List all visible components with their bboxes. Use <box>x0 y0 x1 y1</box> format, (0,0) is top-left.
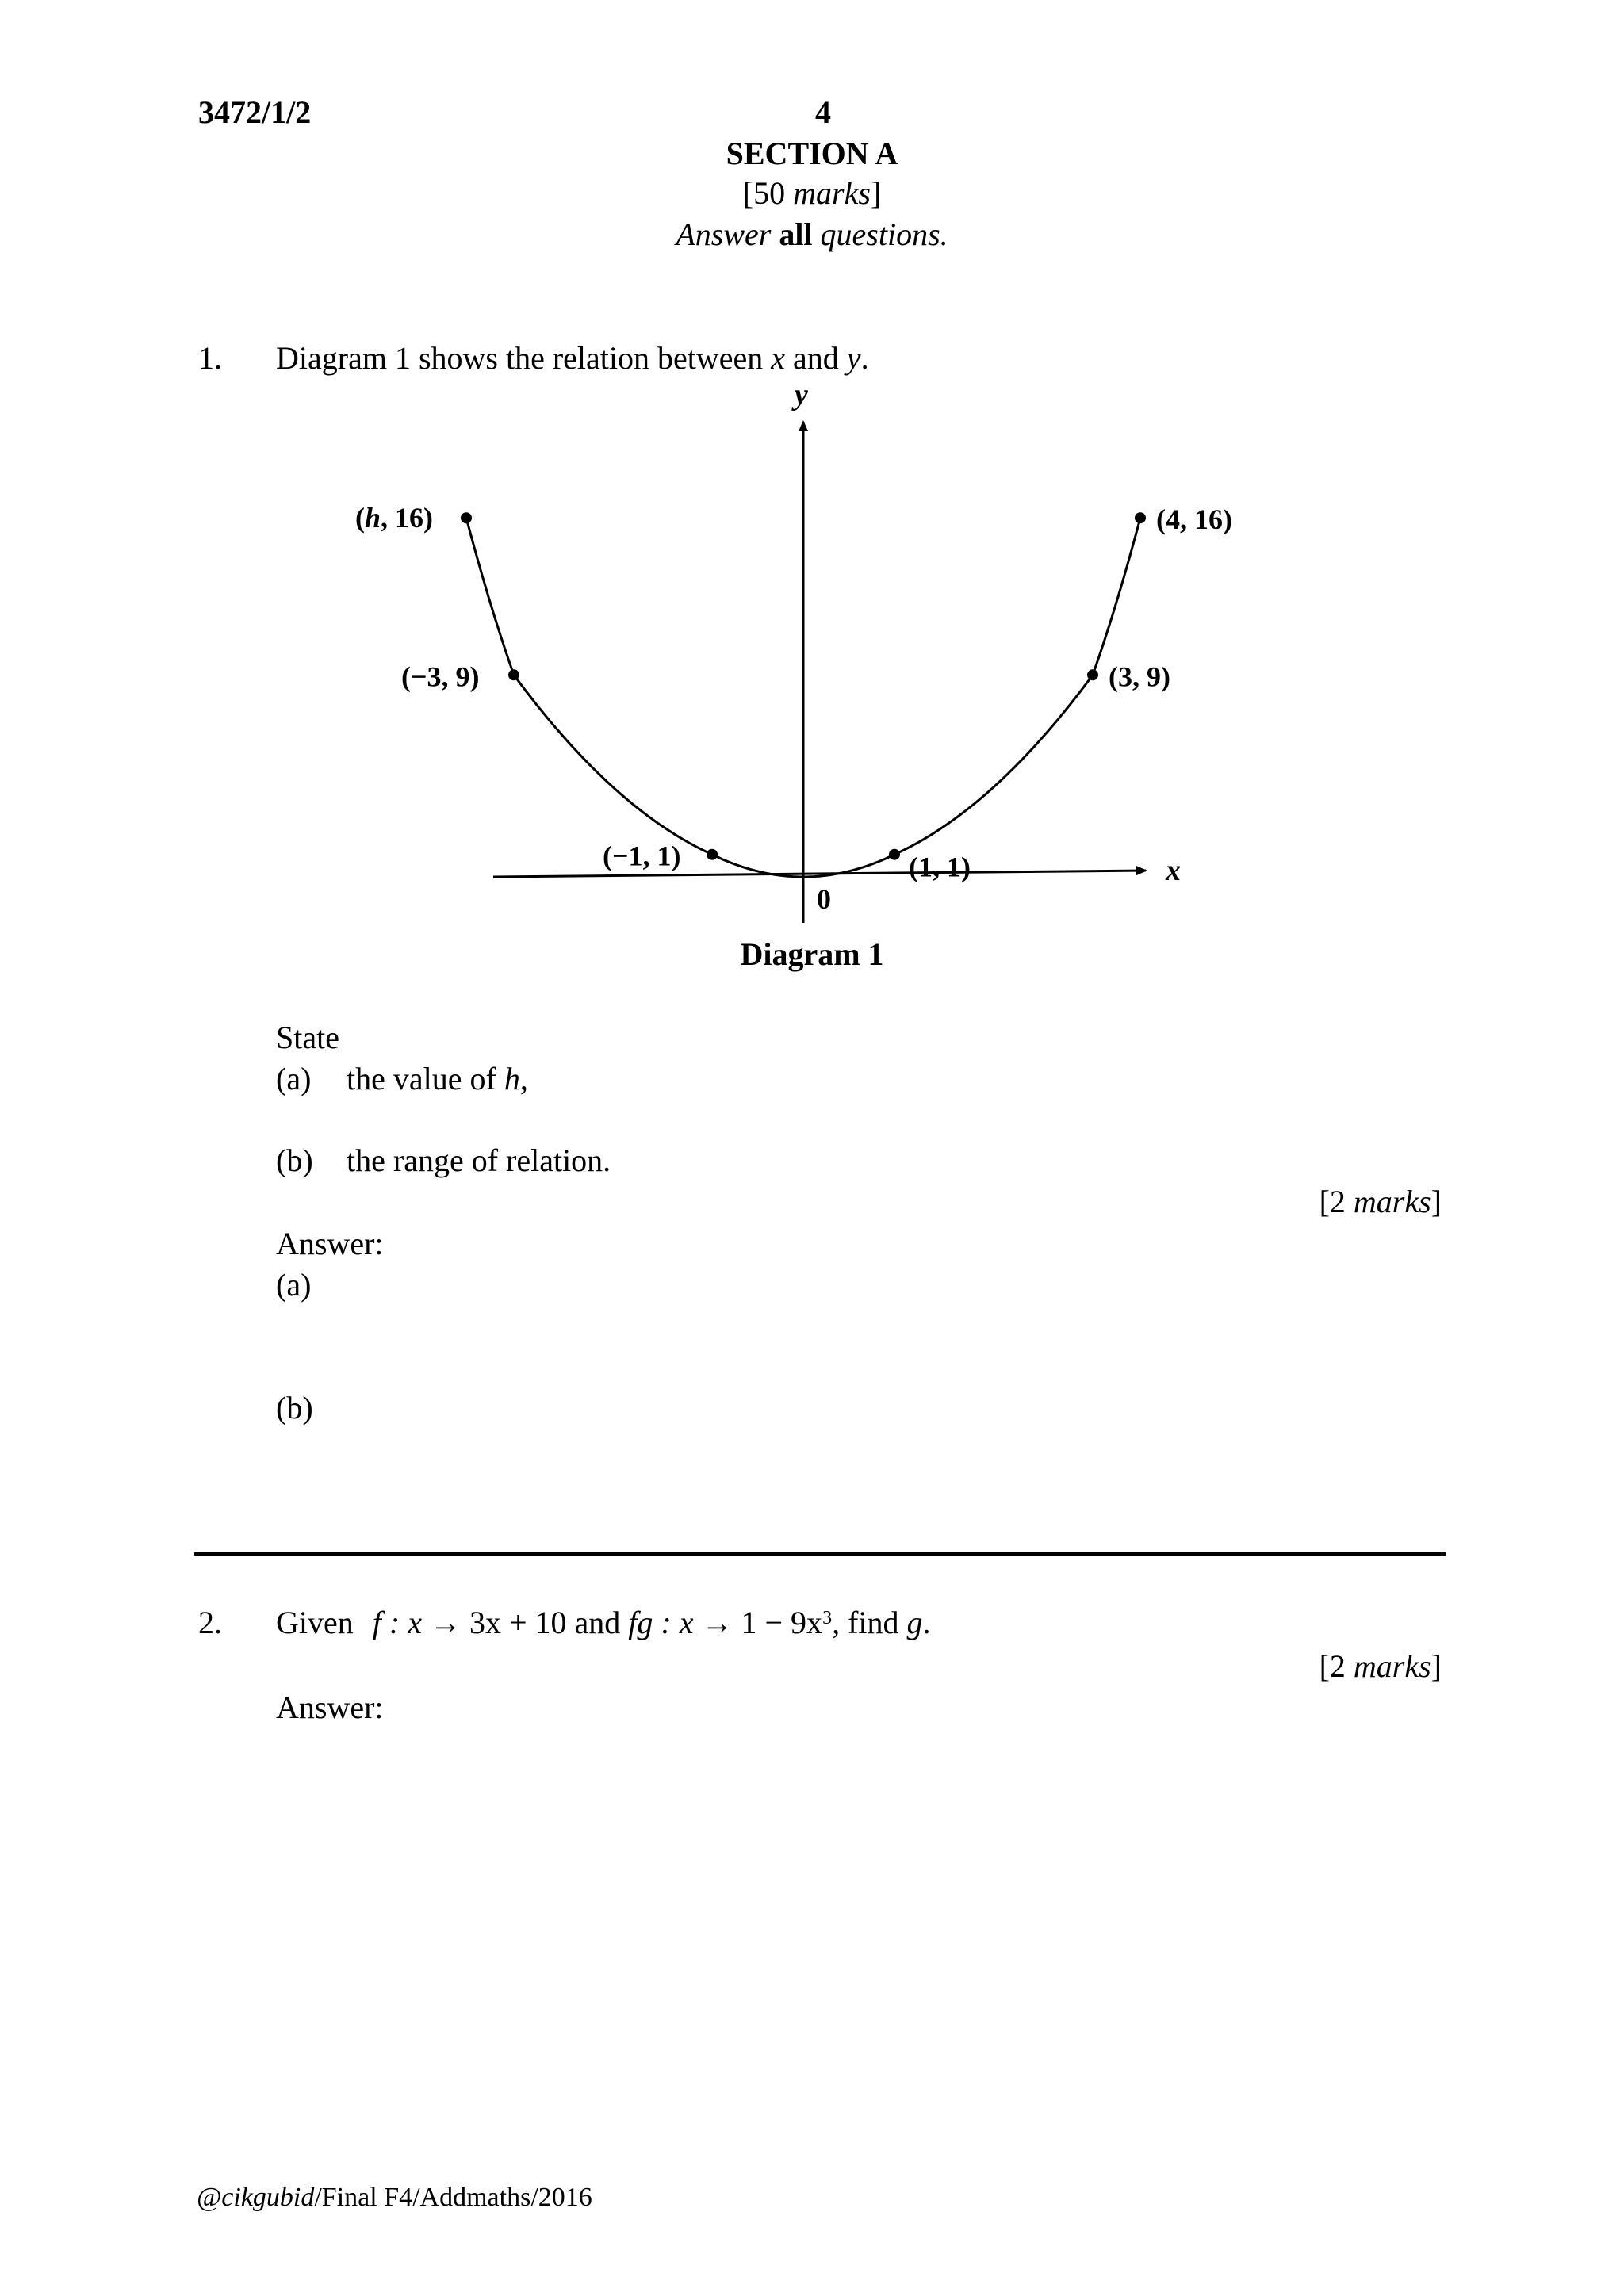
q2-colon-x: : x <box>389 1605 422 1640</box>
graph-point-label: (4, 16) <box>1156 503 1232 536</box>
q1-part-a-end: , <box>519 1061 528 1096</box>
q1-answer-label: Answer: <box>276 1226 384 1261</box>
section-marks-word: marks <box>793 175 871 211</box>
section-title: SECTION A <box>726 136 898 171</box>
q1-text-pre: Diagram 1 shows the relation between <box>276 340 764 376</box>
q1-marks-number: 2 <box>1329 1184 1346 1219</box>
graph-point <box>1087 669 1098 680</box>
section-marks: [50 marks] <box>742 175 882 211</box>
points-group <box>355 502 1232 882</box>
question-divider <box>194 1552 1446 1556</box>
q2-fg-exponent: 3 <box>822 1608 833 1628</box>
q1-part-a-text <box>347 1060 528 1098</box>
page-number: 4 <box>815 94 831 130</box>
q2-and: and <box>574 1605 621 1640</box>
footer-handle: @cikgubid <box>197 2183 315 2212</box>
graph-point-label: (3, 9) <box>1109 660 1170 693</box>
q2-f: f <box>372 1605 381 1640</box>
question-2-text <box>276 1604 931 1642</box>
q1-state: State <box>276 1020 339 1055</box>
q1-part-a-var: h <box>504 1061 520 1096</box>
q1-part-b-label: (b) <box>276 1142 313 1178</box>
q1-marks: [2 marks] <box>1319 1184 1442 1219</box>
q2-colon-x-2: : x <box>661 1605 694 1640</box>
origin-label: 0 <box>817 883 831 915</box>
q1-var-y: y <box>846 340 861 376</box>
footer <box>197 2182 592 2214</box>
q2-f-expr: 3x + 10 <box>469 1605 567 1640</box>
graph-point-label: (−1, 1) <box>603 840 681 872</box>
diagram-1-graph <box>355 373 1232 936</box>
q1-answer-a-label: (a) <box>276 1267 312 1303</box>
q2-given: Given <box>276 1605 354 1640</box>
instruction-pre: Answer <box>676 216 772 252</box>
x-axis-label: x <box>1166 854 1181 887</box>
graph-point-label: (1, 1) <box>909 851 971 883</box>
q2-fg: fg <box>628 1605 653 1640</box>
graph-point-label: (−3, 9) <box>401 660 480 693</box>
paper-code: 3472/1/2 <box>198 94 312 130</box>
q1-var-x: x <box>771 340 786 376</box>
q2-marks-number: 2 <box>1329 1648 1346 1684</box>
question-1-number: 1. <box>198 340 222 376</box>
q1-part-a-label: (a) <box>276 1061 312 1096</box>
section-marks-number: 50 <box>753 175 786 211</box>
q2-arrow-1: → <box>429 1605 462 1640</box>
q1-part-a-words: the value of <box>347 1061 496 1096</box>
section-instruction <box>0 216 1624 254</box>
graph-point <box>707 849 718 860</box>
q2-marks-word: marks <box>1353 1648 1431 1684</box>
q1-answer-b-label: (b) <box>276 1390 313 1425</box>
graph-point-label: (h, 16) <box>355 502 434 534</box>
q2-end: . <box>922 1605 931 1640</box>
graph-point <box>508 669 519 680</box>
q1-marks-word: marks <box>1353 1184 1431 1219</box>
y-axis-label: y <box>795 378 808 411</box>
q1-text-and: and <box>793 340 839 376</box>
question-2-number: 2. <box>198 1605 222 1640</box>
q1-part-b-text: the range of relation. <box>347 1142 611 1178</box>
graph-point <box>461 512 472 523</box>
q2-answer-label: Answer: <box>276 1689 384 1725</box>
q1-text-end: . <box>860 340 869 376</box>
graph-point <box>1135 512 1146 523</box>
instruction-bold: all <box>779 216 813 252</box>
q2-marks: [2 marks] <box>1319 1648 1442 1684</box>
footer-text: /Final F4/Addmaths/2016 <box>314 2183 592 2212</box>
diagram-caption: Diagram 1 <box>740 936 884 972</box>
graph-point <box>889 849 900 860</box>
q2-g: g <box>906 1605 923 1640</box>
question-1-text <box>276 339 869 377</box>
q2-fg-expr: 1 − 9x <box>741 1605 823 1640</box>
instruction-post: questions. <box>820 216 948 252</box>
q2-find: , find <box>832 1605 899 1640</box>
q2-arrow-2: → <box>701 1605 733 1640</box>
